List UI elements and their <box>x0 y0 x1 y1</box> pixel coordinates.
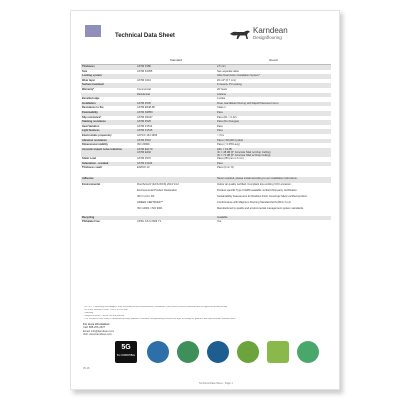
row-result-line: See separate table <box>217 69 239 73</box>
row-standard <box>136 207 216 213</box>
row-result-line: Lifetime <box>217 92 227 96</box>
row-label: Locking system <box>82 74 102 78</box>
row-standard-line: ISO / LCA / DS <box>137 194 155 198</box>
row-result-line: Indoor air quality certified. Compliant low emitting VOC emission. <box>217 182 292 186</box>
row-result-line: 4 sides <box>217 97 226 101</box>
row-label: Heat Variation <box>82 124 100 128</box>
row-standard-line: FloorScore® (ECS-WCS) 2014 V4.2 <box>137 182 179 186</box>
row-standard-line: ASTM F2055 <box>137 69 153 73</box>
company-logo-box <box>85 25 101 37</box>
fiveg-subtitle: 5G COMPATIBLE <box>116 355 136 357</box>
row-standard-line: ASTM F386 <box>137 65 151 68</box>
contact-heading: For more information: <box>83 323 111 326</box>
row-label: Size <box>82 69 88 73</box>
row-result-line: Pass (< 0.05% avg) <box>217 143 240 147</box>
fiveg-badge <box>115 341 137 363</box>
row-standard <box>136 148 216 157</box>
header-result: Result <box>269 58 278 62</box>
greyhound-icon <box>229 27 251 41</box>
row-label: Static Load <box>82 156 96 160</box>
row-standard-line: Environmental Product Declaration <box>137 188 178 192</box>
brand-logo <box>229 25 309 45</box>
row-result-line: 2.5 mm <box>217 65 226 68</box>
row-result-line: Never required, please install according to our installation instructions. <box>217 176 298 180</box>
row-label: Bevelled edge <box>82 97 100 101</box>
footnote: * Warranty <box>83 312 94 314</box>
row-result-line: IIC = 48 dB (6" Concrete Slab no Drop Ceiling) <box>217 150 271 154</box>
row-standard-line: ASTM E492 <box>137 150 151 154</box>
row-result-line: 20 mil* (0.7 mm) <box>217 78 237 82</box>
row-result-line: Available <box>217 215 228 219</box>
row-standard-line: Residential <box>137 92 150 96</box>
leed-badge <box>237 341 259 363</box>
page-title: Technical Data Sheet <box>115 33 175 39</box>
row-result-line: Pass <box>217 129 223 133</box>
row-standard-line: ASTM F536 <box>137 101 151 105</box>
row-result-line: Pass (>18,000 Cycles) <box>217 138 244 142</box>
row-standard-line: CPSC CS 6 2009 Y1 <box>137 220 162 224</box>
row-label: Recycling <box>82 215 95 219</box>
row-result-line: K-Guard+ PU coating <box>217 83 242 87</box>
row-result-line: Float, Handlaster flooring with Rapid Placement Guru <box>217 101 279 105</box>
row-label: Electrostatic propensity <box>82 133 112 137</box>
row-result-line: Pass (250 psi or 2 mm) <box>217 156 244 160</box>
row-standard-line: ASTM F970 <box>137 156 151 160</box>
row-label: Surface treatment <box>82 83 105 87</box>
table-row <box>81 166 331 171</box>
row-result-line: Sustainability Assessment for Resilient Floor Coverings Silver certified product. <box>217 194 308 198</box>
phthalate-free-badge <box>297 341 319 363</box>
floorscore-badge <box>147 341 169 363</box>
row-result-line: Pass <box>217 110 223 114</box>
footer-ref: 05-18 <box>83 367 90 370</box>
fiveg-title: 5G <box>121 344 131 351</box>
footnote: * mil is the thickness scale. 1 mil = 0.0254 mm <box>83 309 128 311</box>
row-label <box>81 207 136 213</box>
spc-badge <box>177 341 199 363</box>
row-standard-line: ASTM F1515 <box>137 129 153 133</box>
row-standard-line: ASTM E648-98 <box>137 106 155 110</box>
table-row <box>81 148 331 157</box>
row-standard-line: ISO 23999 <box>137 143 150 147</box>
row-label: Warranty* <box>82 87 95 91</box>
row-label: Staining resistance <box>82 120 106 124</box>
row-result-line: ΔIIC = 19 dB <box>217 147 232 151</box>
row-label: Light fastness <box>82 129 100 133</box>
contact-phone: Call: 888-266-4637 <box>83 326 106 330</box>
row-standard-line: ASTM F510 <box>137 138 151 142</box>
row-label: Wear layer <box>82 78 96 82</box>
row-result-line: < 3 kv <box>217 133 224 137</box>
brand-subtitle: Designflooring <box>253 35 282 40</box>
table-row <box>81 207 331 213</box>
row-standard-line: ASTM D2859 <box>137 110 153 114</box>
footnote: * Our Technical Data sheet is continuously being updated. Karndean Designflooring reserves the right to change its products and specifications without notice. <box>83 318 236 320</box>
row-result-line: Pass <box>217 161 223 165</box>
row-result <box>216 166 331 171</box>
row-label: Indentation - residual <box>82 161 109 165</box>
header-blank <box>81 58 136 64</box>
header-standard: Standard <box>169 58 183 62</box>
row-label: Slip resistance* <box>82 115 102 119</box>
row-label: Thickness swell <box>82 166 102 170</box>
row-standard-line: ASTM E2179 <box>137 147 153 151</box>
row-result-line: Product specific Type III EPD available verified third-party certification. <box>217 188 298 192</box>
footer-page-number: Technical Data Sheet · Page 1 <box>199 382 233 385</box>
row-standard <box>136 220 216 225</box>
row-result-line: Pass (No changes) <box>217 120 240 124</box>
row-result-line: IIC = 71 dB (6" Concrete Slab w/ Drop Ceiling) <box>217 153 271 157</box>
row-label: Environmental <box>82 182 101 186</box>
table-body <box>81 65 331 225</box>
row-label: Thickness <box>82 65 95 68</box>
row-result-line: Manufactured to quality and environmental management system standards. <box>217 206 304 210</box>
row-result-line: Conformance with Majorium Flooring Standard ECS (RFC-Y1-2) <box>217 200 291 204</box>
footnote: * Subject to terms. Please see our website. <box>83 315 125 317</box>
table-row <box>81 220 331 225</box>
row-standard-line: ASTM F1914 <box>137 161 153 165</box>
row-result-line: Alloc Dual Action Installation System* <box>217 74 260 78</box>
row-standard-line: AATCC 134 1996 <box>137 133 158 137</box>
footnotes <box>83 306 329 321</box>
brand-name: Karndean <box>253 26 288 35</box>
row-label: Phthalate Free <box>82 220 100 224</box>
row-label: Abrasion resistance <box>82 138 107 142</box>
contact-email: Email: info@karndean.com <box>83 329 115 333</box>
row-result-line: Class 1 <box>217 106 226 110</box>
row-result <box>216 148 331 157</box>
green-badge <box>267 341 289 363</box>
row-standard-line: Commercial <box>137 87 151 91</box>
row-standard-line: ISO 14001 / ISO 9001 <box>137 206 163 210</box>
contact-info <box>83 323 114 337</box>
table-header <box>81 58 331 65</box>
row-standard-line: ASTM F925 <box>137 120 151 124</box>
row-result-line: Pass (0 cm %) <box>217 166 234 170</box>
row-label: Adhesive <box>82 176 94 180</box>
row-result-line: Yes <box>217 220 222 224</box>
row-result-line: Pass (DL > 0.42) <box>217 115 237 119</box>
row-label: Installation <box>82 101 96 105</box>
data-sheet-page <box>70 10 340 390</box>
row-label: Resistance to fire <box>82 106 104 110</box>
footnote: * NOTE 1: Laboratory technologies, vary according to their manufacturer's standards. Final values shall be obtained from the approved testing facility. <box>83 306 228 308</box>
row-standard <box>136 166 216 171</box>
row-standard-line: ASTM D2047 <box>137 115 153 119</box>
row-standard-line: ASTM F1514 <box>137 124 153 128</box>
certification-badges <box>115 341 325 363</box>
row-label: Dimensional stability <box>82 143 108 147</box>
row-label: Flammability <box>82 110 98 114</box>
contact-website: Visit: www.karndean.com <box>83 333 112 337</box>
row-standard-line: EN/ISO 13 <box>137 166 150 170</box>
row-result-line: 20 Years <box>217 87 228 91</box>
rfci-badge <box>207 341 229 363</box>
row-result <box>216 207 331 213</box>
row-result <box>216 220 331 225</box>
row-standard-line: ASTM F410 <box>137 78 151 82</box>
row-standard-line: GREEN CERTIFIED™ <box>137 200 164 204</box>
row-result-line: Pass <box>217 124 223 128</box>
row-label: Acoustic impact noise reduction <box>82 147 123 151</box>
spec-table <box>81 58 331 225</box>
